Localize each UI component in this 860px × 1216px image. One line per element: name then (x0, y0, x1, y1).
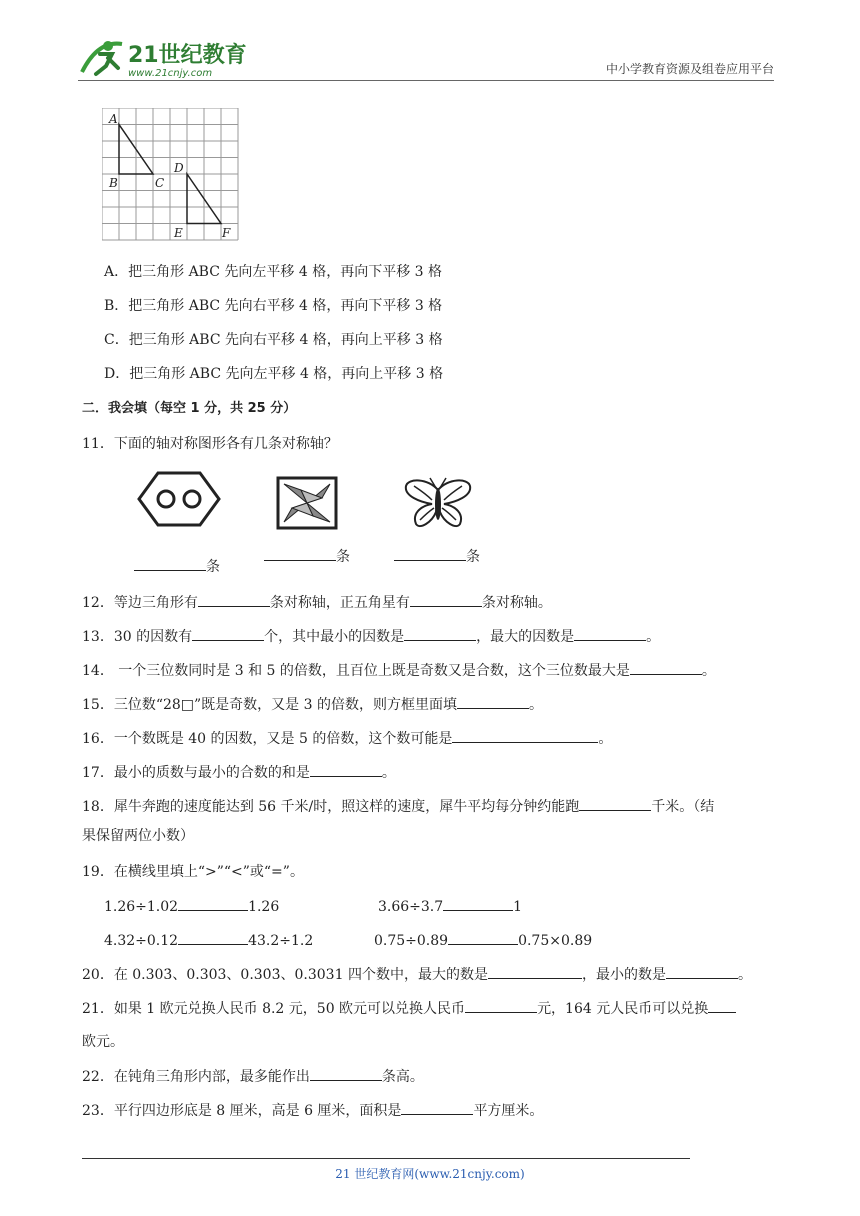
answer-blank[interactable] (404, 626, 476, 641)
svg-text:B: B (109, 176, 118, 190)
header-divider (78, 80, 774, 81)
question-15: 15．三位数“28□”既是奇数，又是 3 的倍数，则方框里面填 。 (82, 694, 543, 715)
answer-blank[interactable] (708, 998, 736, 1013)
question-17: 17．最小的质数与最小的合数的和是 。 (82, 762, 396, 783)
answer-blank[interactable] (178, 896, 248, 911)
question-13: 13．30 的因数有 个，其中最小的因数是 ，最大的因数是 。 (82, 626, 660, 647)
q11-answer-2: 条 (264, 546, 350, 567)
option-d: D．把三角形 ABC 先向左平移 4 格，再向上平移 3 格 (104, 366, 444, 382)
answer-blank[interactable] (410, 592, 482, 607)
site-logo (78, 32, 258, 82)
question-12: 12．等边三角形有 条对称轴，正五角星有 条对称轴。 (82, 592, 552, 613)
answer-blank[interactable] (394, 546, 466, 561)
q11-answer-1: 条 (134, 556, 220, 577)
answer-blank[interactable] (178, 930, 248, 945)
answer-blank[interactable] (666, 964, 738, 979)
svg-text:A: A (109, 112, 118, 126)
question-21-cont: 欧元。 (82, 1034, 124, 1050)
question-23: 23．平行四边形底是 8 厘米，高是 6 厘米，面积是 平方厘米。 (82, 1100, 543, 1121)
answer-blank[interactable] (310, 762, 382, 777)
translation-grid-figure (102, 108, 242, 248)
square-flower-figure (276, 476, 338, 534)
question-19: 19．在横线里填上“>”“<”或“=”。 (82, 864, 304, 880)
compare-item-3: 4.32÷0.12 43.2÷1.2 (104, 930, 313, 951)
footer-divider (82, 1158, 690, 1159)
svg-text:C: C (155, 176, 165, 190)
question-16: 16．一个数既是 40 的因数，又是 5 的倍数，这个数可能是 。 (82, 728, 612, 749)
answer-blank[interactable] (134, 556, 206, 571)
svg-text:F: F (222, 226, 231, 240)
answer-blank[interactable] (310, 1066, 382, 1081)
svg-text:21世纪教育: 21世纪教育 (128, 43, 247, 68)
answer-blank[interactable] (448, 930, 518, 945)
question-11: 11．下面的轴对称图形各有几条对称轴？ (82, 436, 338, 452)
compare-item-4: 0.75÷0.89 0.75×0.89 (374, 930, 592, 951)
compare-item-1: 1.26÷1.02 1.26 (104, 896, 279, 917)
option-a: A．把三角形 ABC 先向左平移 4 格，再向下平移 3 格 (104, 264, 443, 280)
question-22: 22．在钝角三角形内部，最多能作出 条高。 (82, 1066, 424, 1087)
q11-answer-3: 条 (394, 546, 480, 567)
svg-text:www.21cnjy.com: www.21cnjy.com (128, 68, 213, 79)
answer-blank[interactable] (630, 660, 702, 675)
svg-text:E: E (174, 226, 183, 240)
question-21: 21．如果 1 欧元兑换人民币 8.2 元，50 欧元可以兑换人民币 元，164 元人民币可以兑换 (82, 998, 736, 1019)
butterfly-figure (402, 476, 474, 536)
question-18: 18．犀牛奔跑的速度能达到 56 千米/时，照这样的速度，犀牛平均每分钟约能跑 千米。（结 (82, 796, 714, 817)
question-20: 20．在 0.303̇、0.303、0.30̇3̇、0.3031 四个数中，最大的数是 ，最小的数是 。 (82, 964, 752, 985)
svg-text:D: D (174, 161, 184, 175)
answer-blank[interactable] (192, 626, 264, 641)
answer-blank[interactable] (198, 592, 270, 607)
option-c: C．把三角形 ABC 先向右平移 4 格，再向上平移 3 格 (104, 332, 443, 348)
section-title: 二．我会填（每空 1 分，共 25 分） (82, 401, 297, 416)
answer-blank[interactable] (443, 896, 513, 911)
option-b: B．把三角形 ABC 先向右平移 4 格，再向下平移 3 格 (104, 298, 443, 314)
answer-blank[interactable] (452, 728, 598, 743)
question-14: 14． 一个三位数同时是 3 和 5 的倍数，且百位上既是奇数又是合数，这个三位数最大是 。 (82, 660, 716, 681)
answer-blank[interactable] (574, 626, 646, 641)
answer-blank[interactable] (264, 546, 336, 561)
answer-blank[interactable] (579, 796, 651, 811)
answer-blank[interactable] (457, 694, 529, 709)
question-18-cont: 果保留两位小数） (82, 828, 194, 844)
answer-blank[interactable] (401, 1100, 473, 1115)
compare-item-2: 3.66÷3.7 1 (378, 896, 522, 917)
answer-blank[interactable] (488, 964, 582, 979)
diamond-circles-figure (136, 470, 222, 532)
footer-link[interactable]: 21 世纪教育网(www.21cnjy.com) (335, 1167, 525, 1181)
site-caption: 中小学教育资源及组卷应用平台 (605, 62, 774, 76)
answer-blank[interactable] (465, 998, 537, 1013)
